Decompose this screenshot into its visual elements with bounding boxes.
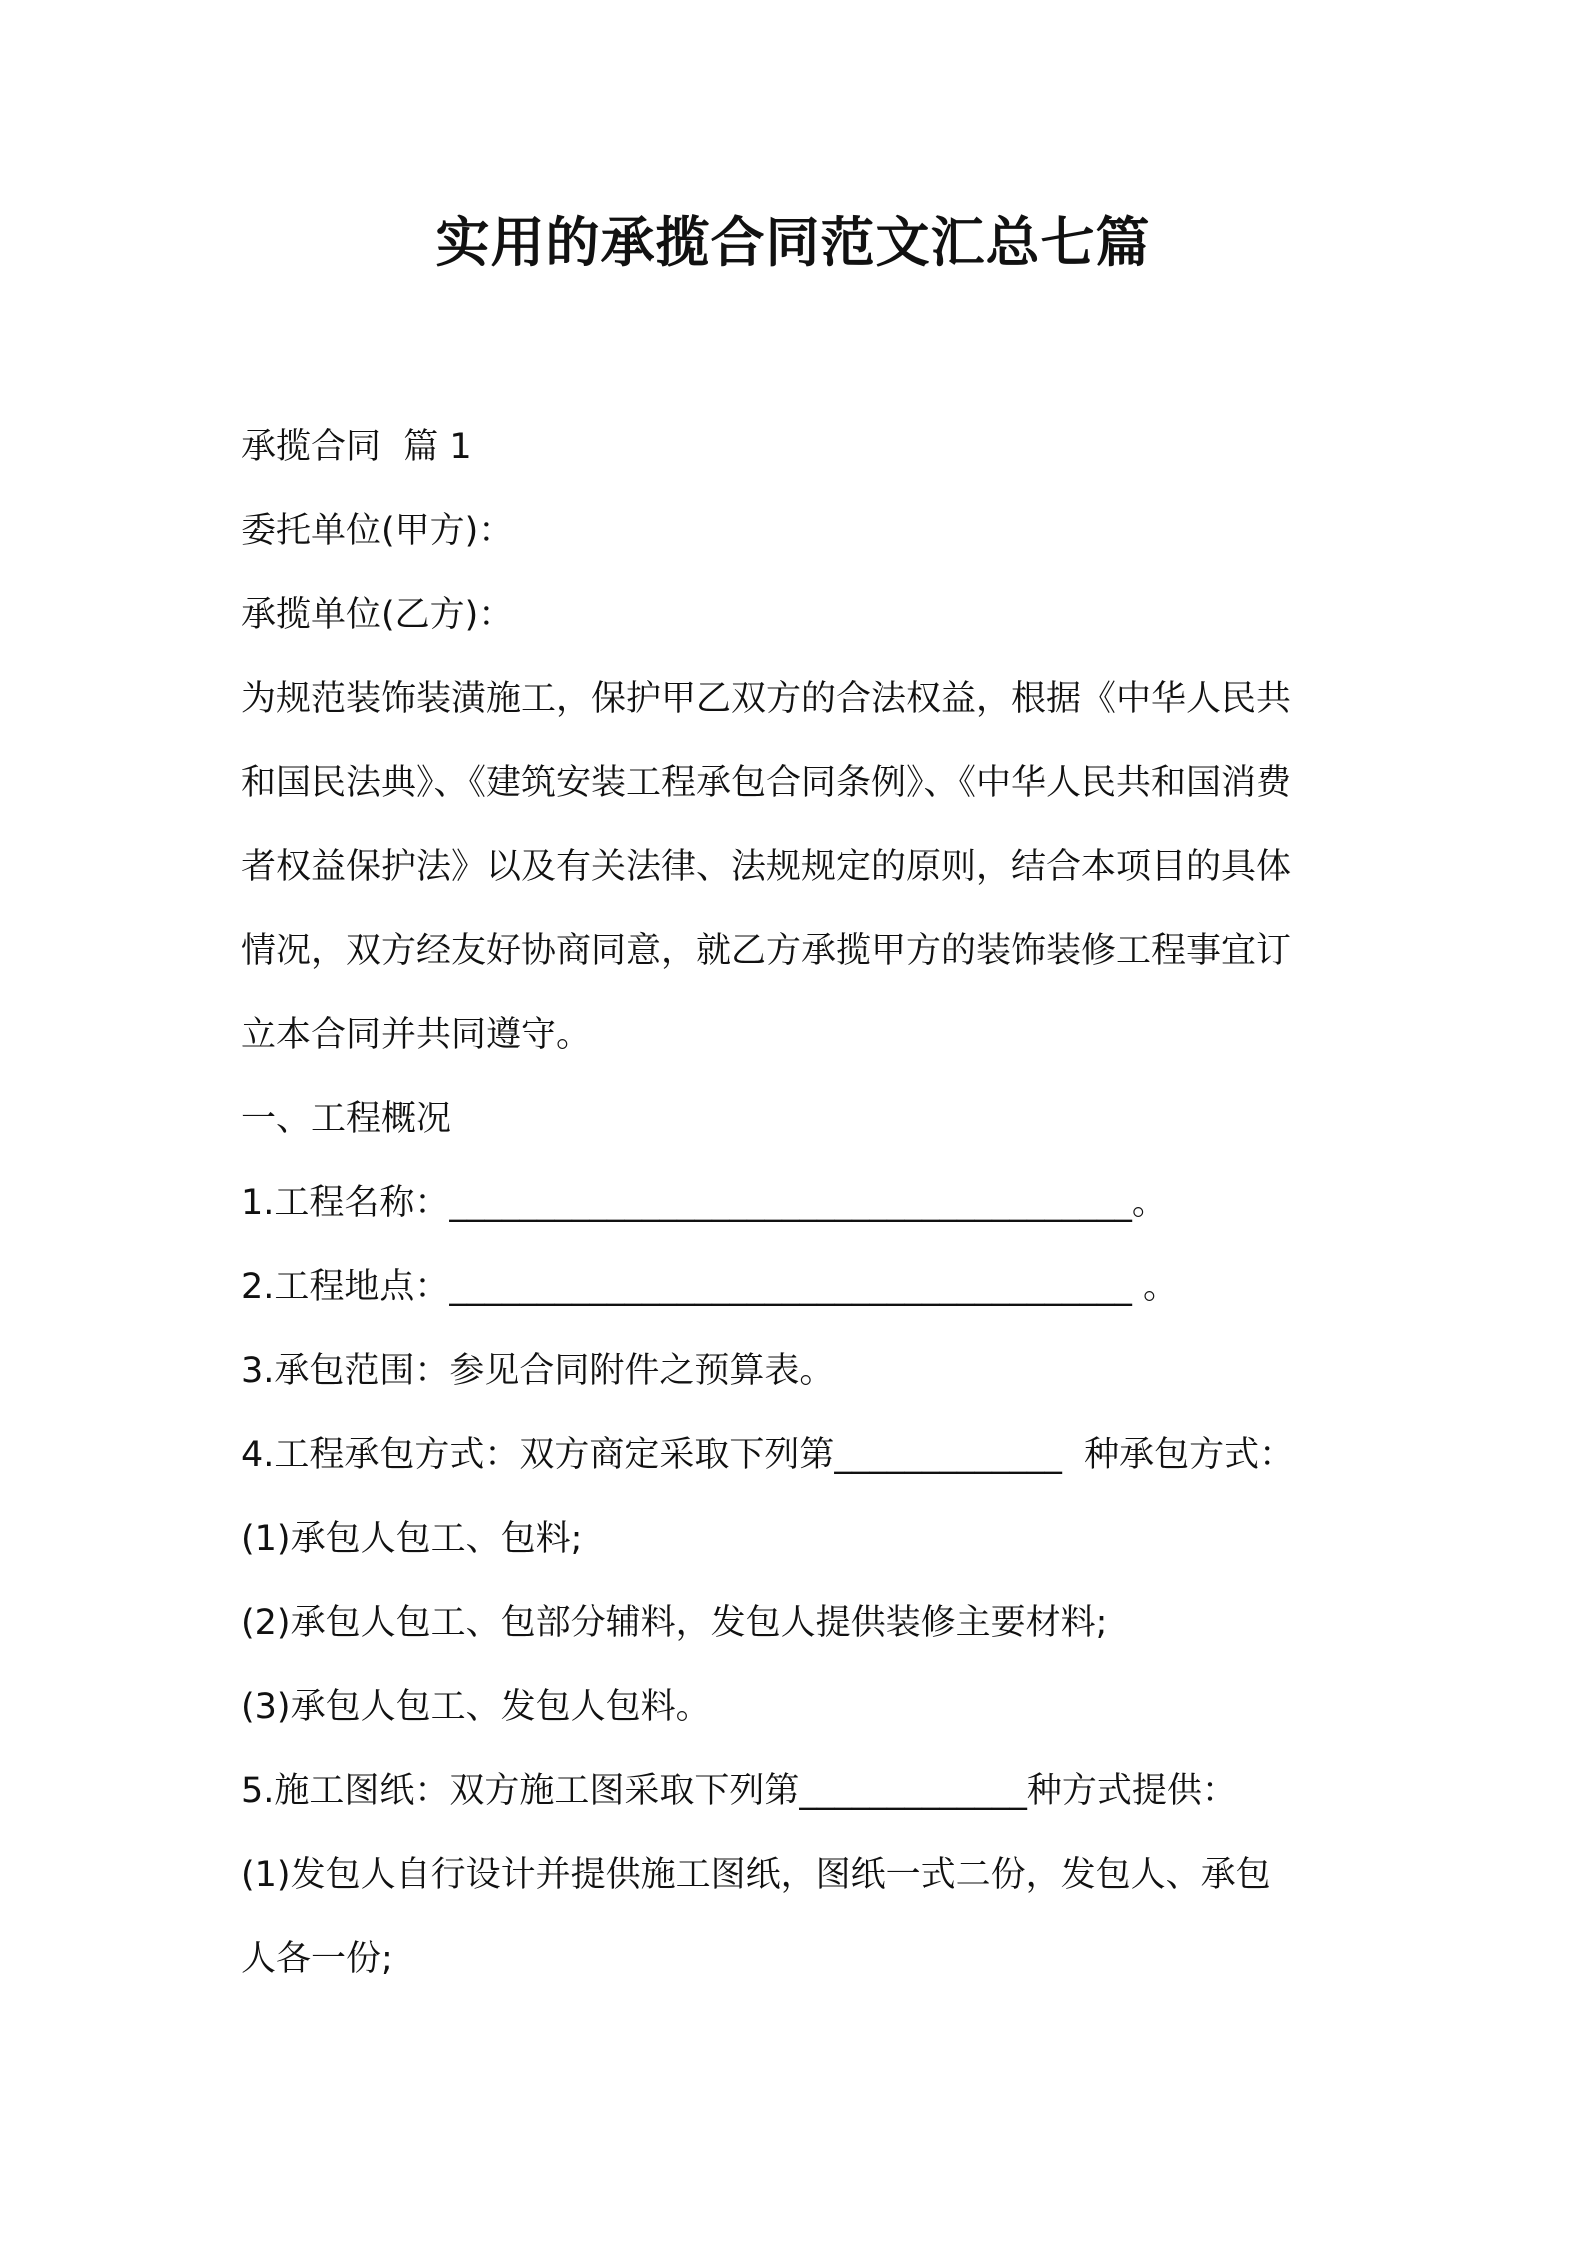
section-heading: 承揽合同 篇 1	[241, 427, 472, 467]
preamble-line: 和国民法典》、《建筑安装工程承包合同条例》、《中华人民共和国消费	[241, 763, 1292, 803]
clause-item: 3.承包范围：参见合同附件之预算表。	[241, 1351, 835, 1391]
preamble-line: 情况，双方经友好协商同意，就乙方承揽甲方的装饰装修工程事宜订	[241, 931, 1292, 971]
clause-subitem: (3)承包人包工、发包人包料。	[241, 1687, 711, 1727]
clause-subitem: (1)承包人包工、包料;	[241, 1519, 583, 1559]
clause-heading: 一、工程概况	[241, 1099, 452, 1139]
client-party-line: 委托单位(甲方)：	[241, 511, 514, 551]
document-body	[241, 405, 1361, 2001]
clause-item: 1.工程名称：_______________________________________。	[241, 1183, 1167, 1223]
clause-item: 2.工程地点：_______________________________________ 。	[241, 1267, 1179, 1307]
document-title: 实用的承揽合同范文汇总七篇	[435, 211, 1151, 274]
clause-item: 4.工程承包方式：双方商定采取下列第_____________ 种承包方式：	[241, 1435, 1295, 1475]
preamble-line: 为规范装饰装潢施工，保护甲乙双方的合法权益，根据《中华人民共	[241, 679, 1292, 719]
clause-subitem: 人各一份;	[241, 1939, 393, 1979]
preamble-line: 立本合同并共同遵守。	[241, 1015, 592, 1055]
clause-subitem: (2)承包人包工、包部分辅料，发包人提供装修主要材料;	[241, 1603, 1108, 1643]
preamble-line: 者权益保护法》以及有关法律、法规规定的原则，结合本项目的具体	[241, 847, 1292, 887]
clause-item: 5.施工图纸：双方施工图采取下列第_____________种方式提供：	[241, 1771, 1237, 1811]
clause-subitem: (1)发包人自行设计并提供施工图纸，图纸一式二份，发包人、承包	[241, 1855, 1271, 1895]
contractor-party-line: 承揽单位(乙方)：	[241, 595, 514, 635]
